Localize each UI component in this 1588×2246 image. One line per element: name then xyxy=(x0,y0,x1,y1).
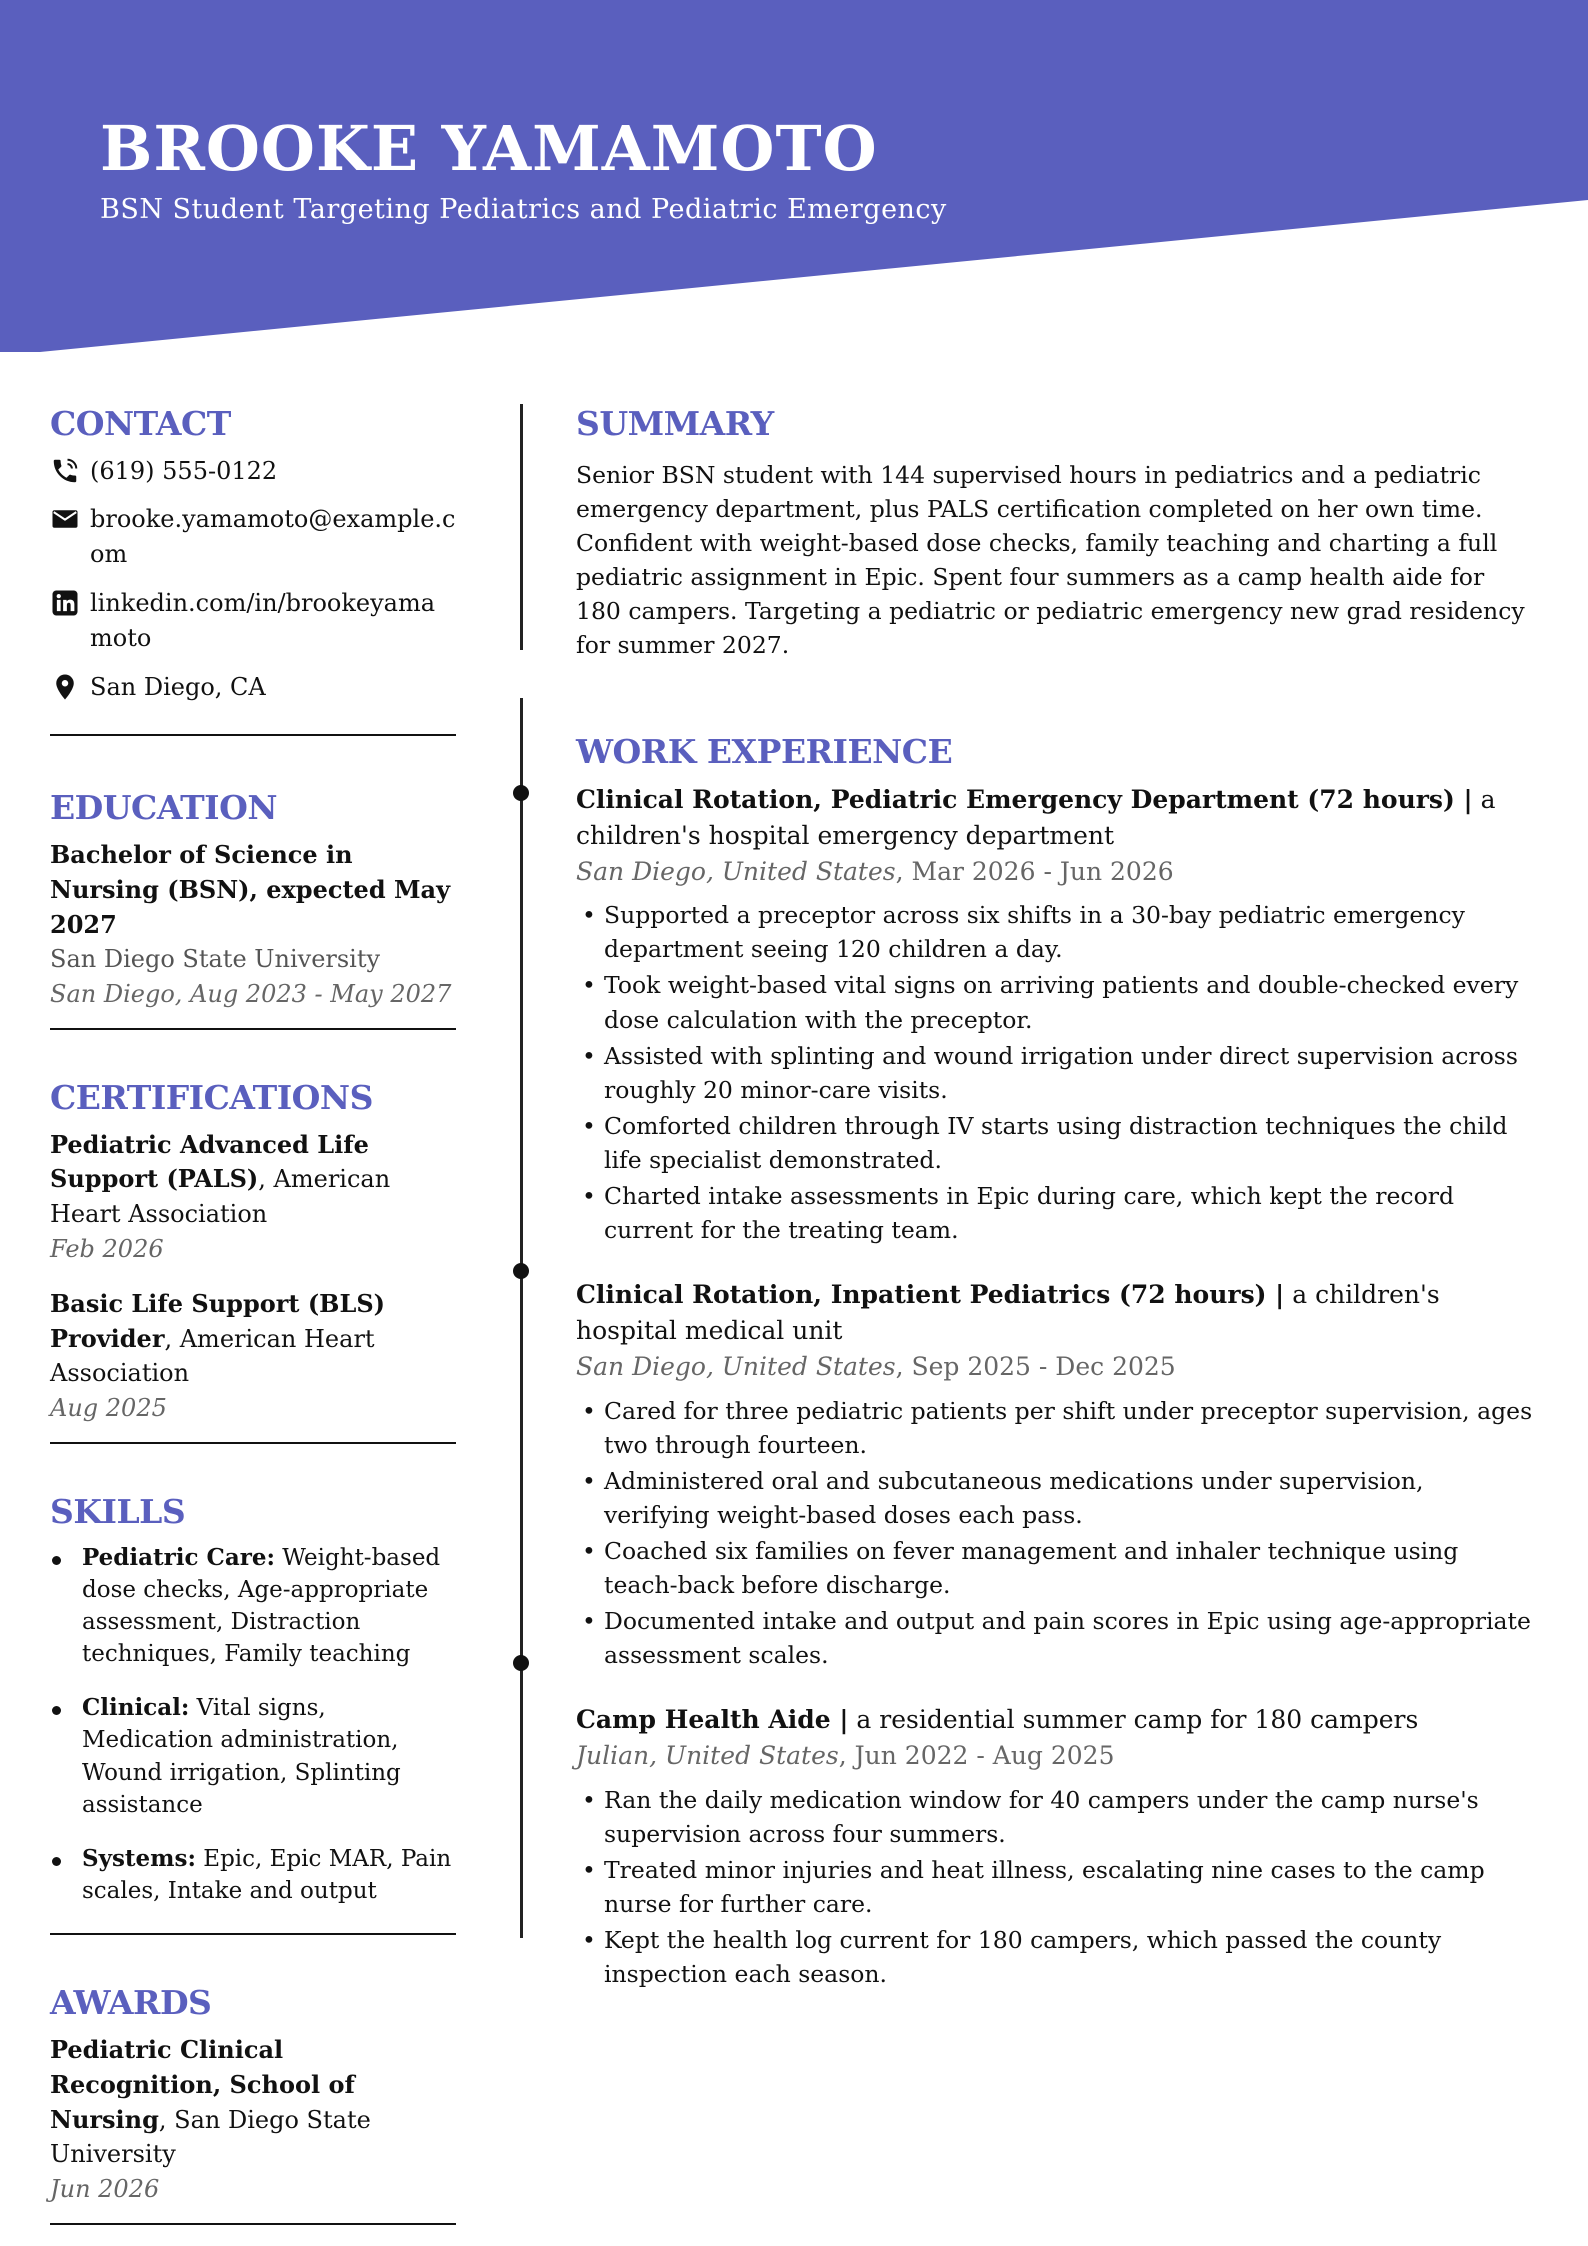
skills-section xyxy=(50,1492,456,1935)
job-entry xyxy=(576,1277,1536,1672)
skill-text: Epic, Epic MAR, Pain scales, Intake and output xyxy=(82,1846,452,1905)
education-section xyxy=(50,788,456,1030)
skill-text: Weight-based dose checks, Age-appropriate assessment, Distraction techniques, Family teaching xyxy=(82,1544,441,1668)
experience-heading: WORK EXPERIENCE xyxy=(576,731,953,771)
education-school: San Diego State University xyxy=(50,945,381,974)
certification-issuer: , American Heart Association xyxy=(50,1165,391,1229)
awards-heading: AWARDS xyxy=(50,1983,212,2023)
linkedin-text[interactable]: linkedin.com/in/brookeyamamoto xyxy=(90,588,436,652)
location-pin-icon xyxy=(50,672,80,702)
skills-heading: SKILLS xyxy=(50,1491,186,1531)
contact-linkedin xyxy=(50,586,456,656)
summary-divider xyxy=(520,404,523,650)
job-bullets xyxy=(576,1783,1536,1991)
skill-label: Systems: xyxy=(82,1845,196,1873)
contact-phone xyxy=(50,454,456,489)
job-entry xyxy=(576,1702,1536,1991)
skill-text: Vital signs, Medication administration, Wound irrigation, Splinting assistance xyxy=(82,1695,401,1818)
candidate-name: BROOKE YAMAMOTO xyxy=(100,112,878,185)
job-dates: , Mar 2026 - Jun 2026 xyxy=(895,857,1174,887)
skill-item xyxy=(50,1542,456,1671)
job-bullets xyxy=(576,1394,1536,1673)
award-name: Pediatric Clinical Recognition, School of Nursing xyxy=(50,2034,355,2134)
job-title: Clinical Rotation, Inpatient Pediatrics (72 hours) | xyxy=(576,1279,1285,1309)
job-bullet: • Coached six families on fever management and inhaler technique using teach-back before discharge. xyxy=(576,1534,1536,1602)
linkedin-icon xyxy=(50,588,80,618)
experience-timeline xyxy=(520,698,523,1938)
job-location: San Diego, United States xyxy=(576,857,896,887)
award-issuer: , San Diego State University xyxy=(50,2105,371,2169)
email-icon xyxy=(50,504,80,534)
job-bullet: • Charted intake assessments in Epic during care, which kept the record current for the treating team. xyxy=(576,1179,1536,1247)
certification-date: Aug 2025 xyxy=(50,1394,167,1423)
education-degree: Bachelor of Science in Nursing (BSN), expected May 2027 xyxy=(50,839,451,939)
job-bullet: • Supported a preceptor across six shifts in a 30-bay pediatric emergency department seeing 120 children a day. xyxy=(576,898,1536,966)
job-org: a children's hospital medical unit xyxy=(576,1279,1440,1346)
timeline-dot xyxy=(513,785,529,801)
job-entry xyxy=(576,782,1536,1247)
skill-label: Pediatric Care: xyxy=(82,1543,275,1571)
contact-heading: CONTACT xyxy=(50,404,231,443)
job-location: San Diego, United States xyxy=(576,1352,896,1382)
job-bullet: • Treated minor injuries and heat illness, escalating nine cases to the camp nurse for further care. xyxy=(576,1853,1536,1921)
skill-item xyxy=(50,1692,456,1821)
certification-date: Feb 2026 xyxy=(50,1234,164,1263)
job-dates: , Sep 2025 - Dec 2025 xyxy=(895,1352,1176,1382)
summary-heading: SUMMARY xyxy=(576,404,774,443)
job-title: Camp Health Aide | xyxy=(576,1705,849,1735)
summary-section xyxy=(576,404,1536,662)
timeline-dot xyxy=(513,1263,529,1279)
skill-label: Clinical: xyxy=(82,1694,190,1722)
job-dates: , Jun 2022 - Aug 2025 xyxy=(838,1741,1115,1771)
job-bullet: • Assisted with splinting and wound irrigation under direct supervision across roughly 20 minor-care visits. xyxy=(576,1039,1536,1107)
awards-section xyxy=(50,1983,456,2225)
certifications-heading: CERTIFICATIONS xyxy=(50,1077,373,1117)
job-location: Julian, United States xyxy=(576,1741,839,1771)
job-bullet: • Kept the health log current for 180 campers, which passed the county inspection each season. xyxy=(576,1923,1536,1991)
timeline-dot xyxy=(513,1655,529,1671)
award-date: Jun 2026 xyxy=(50,2175,160,2204)
education-heading: EDUCATION xyxy=(50,788,278,828)
job-title: Clinical Rotation, Pediatric Emergency Department (72 hours) | xyxy=(576,784,1473,814)
education-place-dates: San Diego, Aug 2023 - May 2027 xyxy=(50,980,452,1009)
certification-item xyxy=(50,1287,456,1426)
phone-text: (619) 555-0122 xyxy=(90,456,278,485)
job-bullets xyxy=(576,898,1536,1247)
email-text[interactable]: brooke.yamamoto@example.com xyxy=(90,505,456,569)
job-org: a children's hospital emergency department xyxy=(576,784,1496,850)
job-bullet: • Administered oral and subcutaneous medications under supervision, verifying weight-based doses each pass. xyxy=(576,1464,1536,1532)
skills-list xyxy=(50,1542,456,1908)
certification-issuer: , American Heart Association xyxy=(50,1324,375,1388)
certification-name: Pediatric Advanced Life Support (PALS) xyxy=(50,1129,369,1194)
contact-section xyxy=(50,404,456,736)
left-column xyxy=(50,404,456,2225)
location-text: San Diego, CA xyxy=(90,672,266,701)
skill-item xyxy=(50,1843,456,1907)
experience-section xyxy=(576,732,1536,1991)
job-org: a residential summer camp for 180 campers xyxy=(848,1705,1419,1735)
candidate-tagline: BSN Student Targeting Pediatrics and Pediatric Emergency xyxy=(100,194,947,225)
summary-text: Senior BSN student with 144 supervised hours in pediatrics and a pediatric emergency department, plus PALS certification completed on her own time. Confident with weight-based dose checks, family teaching and charting a full pediatric assignment in Epic. Spent four summers as a camp health aide for 180 campers. Targeting a pediatric or pediatric emergency new grad residency for summer 2027. xyxy=(576,460,1525,659)
job-bullet: • Comforted children through IV starts using distraction techniques the child life specialist demonstrated. xyxy=(576,1109,1536,1177)
certification-item xyxy=(50,1128,456,1267)
job-bullet: • Cared for three pediatric patients per shift under preceptor supervision, ages two through fourteen. xyxy=(576,1394,1536,1462)
contact-email xyxy=(50,502,456,572)
job-bullet: • Ran the daily medication window for 40 campers under the camp nurse's supervision across four summers. xyxy=(576,1783,1536,1851)
phone-icon xyxy=(50,456,80,486)
certification-name: Basic Life Support (BLS) Provider xyxy=(50,1288,386,1353)
job-bullet: • Documented intake and output and pain scores in Epic using age-appropriate assessment scales. xyxy=(576,1604,1536,1672)
certifications-section xyxy=(50,1078,456,1444)
right-column xyxy=(576,404,1536,2021)
job-bullet: • Took weight-based vital signs on arriving patients and double-checked every dose calculation with the preceptor. xyxy=(576,968,1536,1036)
contact-location xyxy=(50,670,456,705)
